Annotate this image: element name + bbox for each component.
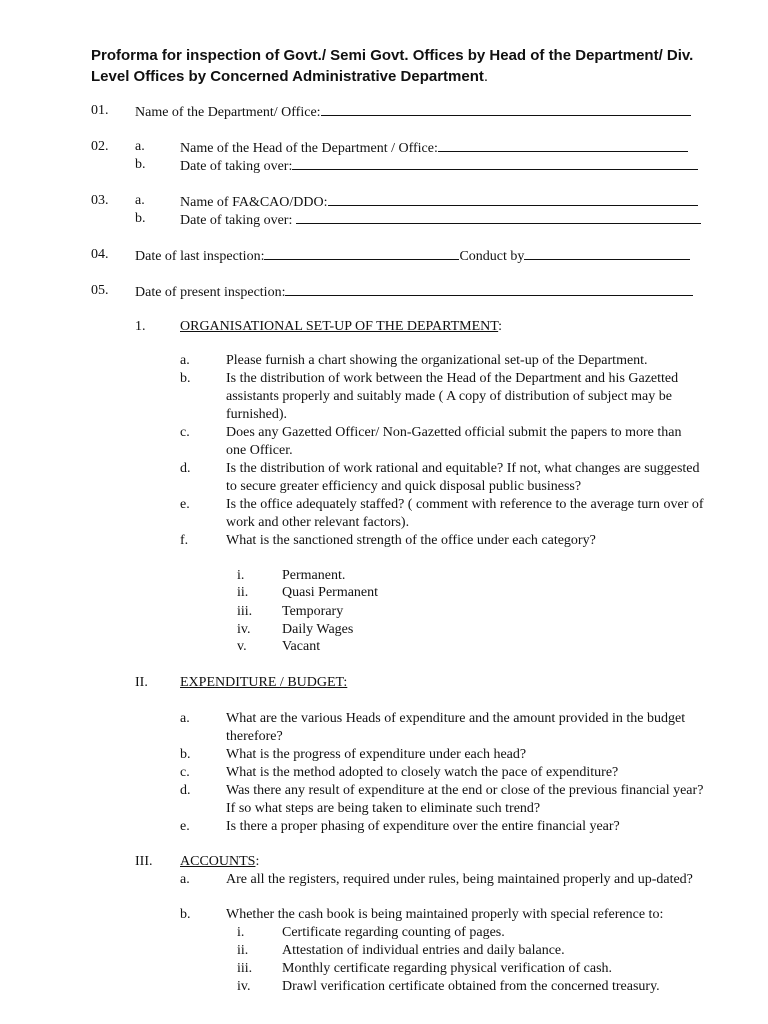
document-title [91,45,731,87]
field-02a-mark: a. [135,139,145,154]
s1-item-c-mark: c. [180,425,190,440]
field-03a-mark: a. [135,193,145,208]
s1-sub-ii-text: Quasi Permanent [282,585,379,600]
s3-sub-iv-mark: iv. [237,979,251,994]
field-04-blank-conduct[interactable] [524,246,690,260]
s3-sub-iii-mark: iii. [237,961,253,976]
section-1-heading [180,318,502,336]
field-03a-label: Name of FA&CAO/DDO: [180,195,328,210]
field-01 [135,102,691,122]
title-period: . [483,68,489,85]
section-1-heading-text: ORGANISATIONAL SET-UP OF THE DEPARTMENT [180,319,499,334]
field-03a [180,192,698,212]
field-02b-mark: b. [135,157,146,172]
section-1-number: 1. [135,319,146,334]
field-04-blank-last[interactable] [264,246,459,260]
s2-item-e-mark: e. [180,819,190,834]
section-3-heading-colon: : [255,854,260,869]
field-03b-mark: b. [135,211,146,226]
s3-sub-iii-text: Monthly certificate regarding physical verification of cash. [282,961,613,976]
s1-item-b-mark: b. [180,371,191,386]
s1-item-a-mark: a. [180,353,190,368]
field-03b-label: Date of taking over: [180,213,296,228]
field-04 [135,246,690,266]
s1-item-b-text: Is the distribution of work between the Head of the Department and his Gazetted assistants properly and suitably made ( A copy of distribution of subject may be furnished). [226,371,679,422]
field-04-conduct-label: Conduct by [459,249,525,264]
field-05 [135,282,693,302]
s3-sub-ii-mark: ii. [237,943,249,958]
section-1-heading-colon: : [498,319,503,334]
field-04-number: 04. [91,247,109,262]
section-3-heading [180,853,259,871]
field-02b-label: Date of taking over: [180,159,293,174]
s2-item-d-text: Was there any result of expenditure at the end or close of the previous financial year? If so what steps are being taken to eliminate such trend? [226,783,704,816]
section-2-heading: EXPENDITURE / BUDGET: [180,675,348,690]
s2-item-a-text: What are the various Heads of expenditure and the amount provided in the budget therefore? [226,711,686,744]
s1-item-e-text: Is the office adequately staffed? ( comment with reference to the average turn over of work and other relevant factors). [226,497,704,530]
field-02a-blank[interactable] [438,138,688,152]
section-2-number: II. [135,675,148,690]
section-3-heading-text: ACCOUNTS [180,854,256,869]
field-03-number: 03. [91,193,109,208]
s1-sub-i-text: Permanent. [282,568,346,583]
s2-item-a-mark: a. [180,711,190,726]
s1-item-c-text: Does any Gazetted Officer/ Non-Gazetted official submit the papers to more than one Officer. [226,425,682,458]
s3-sub-iv-text: Drawl verification certificate obtained from the concerned treasury. [282,979,660,994]
field-02b [180,156,698,176]
s2-item-b-text: What is the progress of expenditure under each head? [226,747,527,762]
s3-sub-ii-text: Attestation of individual entries and daily balance. [282,943,565,958]
s1-item-e-mark: e. [180,497,190,512]
field-03a-blank[interactable] [328,192,698,206]
s1-sub-i-mark: i. [237,568,245,583]
field-05-label: Date of present inspection: [135,285,286,300]
s1-sub-ii-mark: ii. [237,585,249,600]
field-02b-blank[interactable] [292,156,698,170]
s3-item-a-text: Are all the registers, required under rules, being maintained properly and up-dated? [226,872,693,887]
field-03b [180,210,701,230]
section-3-number: III. [135,854,153,869]
s1-item-f-text: What is the sanctioned strength of the office under each category? [226,533,596,548]
s3-sub-i-text: Certificate regarding counting of pages. [282,925,505,940]
s1-sub-iii-mark: iii. [237,604,253,619]
field-01-blank[interactable] [321,102,691,116]
field-03b-blank[interactable] [296,210,701,224]
s1-sub-iv-mark: iv. [237,622,251,637]
field-05-blank[interactable] [285,282,693,296]
field-05-number: 05. [91,283,109,298]
s3-sub-i-mark: i. [237,925,245,940]
s1-item-d-mark: d. [180,461,191,476]
s2-item-c-mark: c. [180,765,190,780]
s2-item-e-text: Is there a proper phasing of expenditure over the entire financial year? [226,819,620,834]
field-01-label: Name of the Department/ Office: [135,105,321,120]
s3-item-b-mark: b. [180,907,191,922]
s2-item-c-text: What is the method adopted to closely watch the pace of expenditure? [226,765,619,780]
s1-item-a-text: Please furnish a chart showing the organizational set-up of the Department. [226,353,648,368]
field-02-number: 02. [91,139,109,154]
field-01-number: 01. [91,103,109,118]
title-text: Proforma for inspection of Govt./ Semi Govt. Offices by Head of the Department/ Div. Level Offices by Concerned Administrative Department [91,47,694,85]
s3-item-b-text: Whether the cash book is being maintained properly with special reference to: [226,907,664,922]
field-02a [180,138,688,158]
s1-sub-v-mark: v. [237,639,247,654]
s2-item-b-mark: b. [180,747,191,762]
s1-item-f-mark: f. [180,533,189,548]
s1-sub-iv-text: Daily Wages [282,622,354,637]
s1-sub-iii-text: Temporary [282,604,344,619]
field-04-label: Date of last inspection: [135,249,265,264]
s1-item-d-text: Is the distribution of work rational and equitable? If not, what changes are suggested to secure greater efficiency and quick disposal public business? [226,461,700,494]
s1-sub-v-text: Vacant [282,639,321,654]
s3-item-a-mark: a. [180,872,190,887]
s2-item-d-mark: d. [180,783,191,798]
field-02a-label: Name of the Head of the Department / Office: [180,141,438,156]
